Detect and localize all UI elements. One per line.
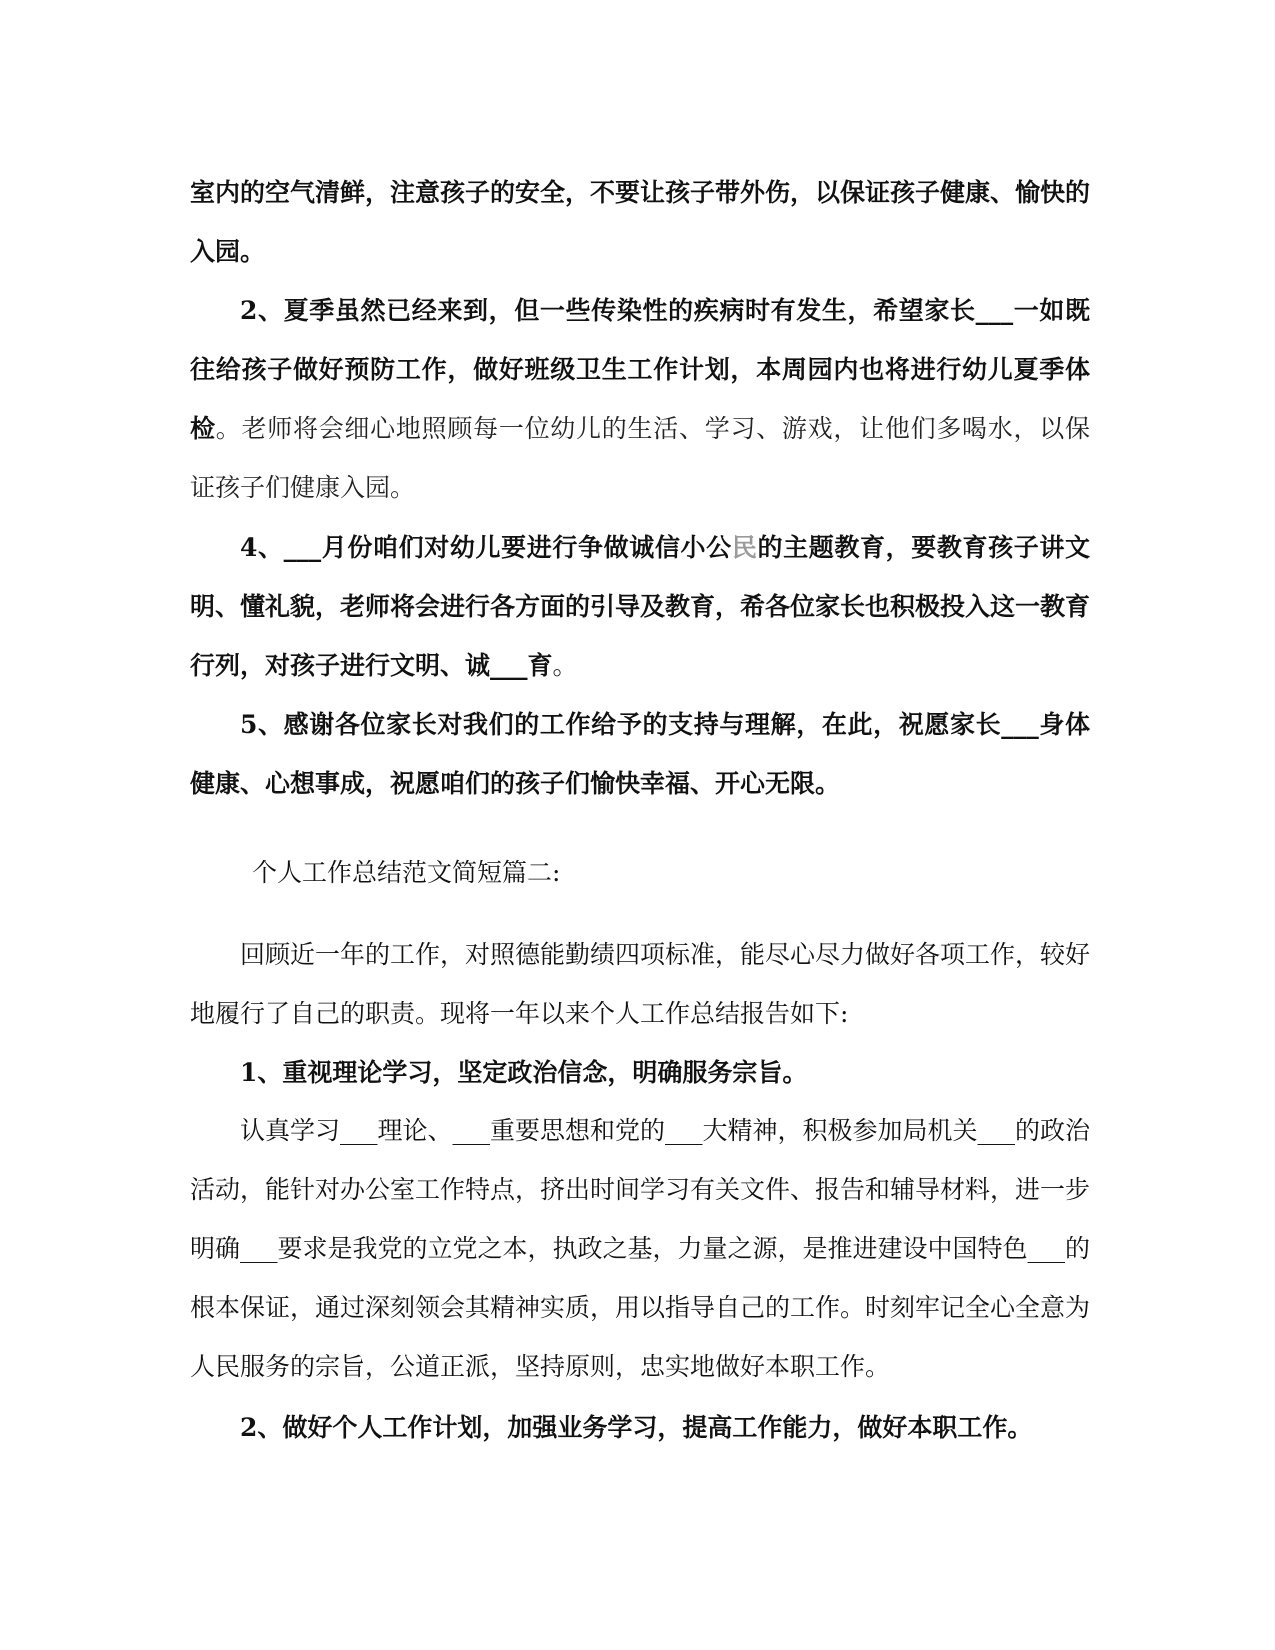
paragraph-3 (190, 518, 1090, 695)
paragraph-3-text-a: 4、___月份咱们对幼儿要进行争做诚信小公 (240, 533, 732, 562)
paragraph-3-end: 。 (552, 651, 578, 680)
paragraph-2-regular-text: 。老师将会细心地照顾每一位幼儿的生活、学习、游戏，让他们多喝水，以保证孩子们健康入园。 (190, 414, 1090, 502)
paragraph-5-text: 回顾近一年的工作，对照德能勤绩四项标准，能尽心尽力做好各项工作，较好地履行了自己的职责。现将一年以来个人工作总结报告如下: (190, 940, 1091, 1028)
paragraph-2 (190, 281, 1090, 517)
paragraph-8-text: 2、做好个人工作计划，加强业务学习，提高工作能力，做好本职工作。 (240, 1413, 1033, 1442)
paragraph-7 (190, 1101, 1090, 1396)
paragraph-3-faint-char: 民 (731, 533, 758, 562)
paragraph-6-text: 1、重视理论学习，坚定政治信念，明确服务宗旨。 (240, 1058, 808, 1087)
paragraph-2-bold-text: 2、夏季虽然已经来到，但一些传染性的疾病时有发生，希望家长___一如既往给孩子做好预防工作，做好班级卫生工作计划，本周园内也将进行幼儿夏季体检 (190, 296, 1090, 443)
paragraph-8 (190, 1398, 1090, 1457)
paragraph-1 (190, 163, 1090, 281)
paragraph-7-text: 认真学习___理论、___重要思想和党的___大精神，积极参加局机关___的政治活动，能针对办公室工作特点，挤出时间学习有关文件、报告和辅导材料，进一步明确___要求是我党的立党之本，执政之基，力量之源，是推进建设中国特色___的根本保证，通过深刻领会其精神实质，用以指导自己的工作。时刻牢记全心全意为人民服务的宗旨，公道正派，坚持原则，忠实地做好本职工作。 (190, 1116, 1091, 1381)
paragraph-6 (190, 1043, 1090, 1102)
paragraph-3-text-b: 的主题教育，要教育孩子讲文明、懂礼貌，老师将会进行各方面的引导及教育，希各位家长也积极投入这一教育行列，对孩子进行文明、诚___育 (190, 533, 1091, 680)
paragraph-5 (190, 925, 1090, 1043)
paragraph-1-text: 室内的空气清鲜，注意孩子的安全，不要让孩子带外伤，以保证孩子健康、愉快的入园。 (190, 178, 1091, 266)
section-heading: 个人工作总结范文简短篇二: (252, 858, 561, 887)
paragraph-4 (190, 695, 1090, 813)
paragraph-4-text: 5、感谢各位家长对我们的工作给予的支持与理解，在此，祝愿家长___身体健康、心想事成，祝愿咱们的孩子们愉快幸福、开心无限。 (190, 710, 1090, 798)
